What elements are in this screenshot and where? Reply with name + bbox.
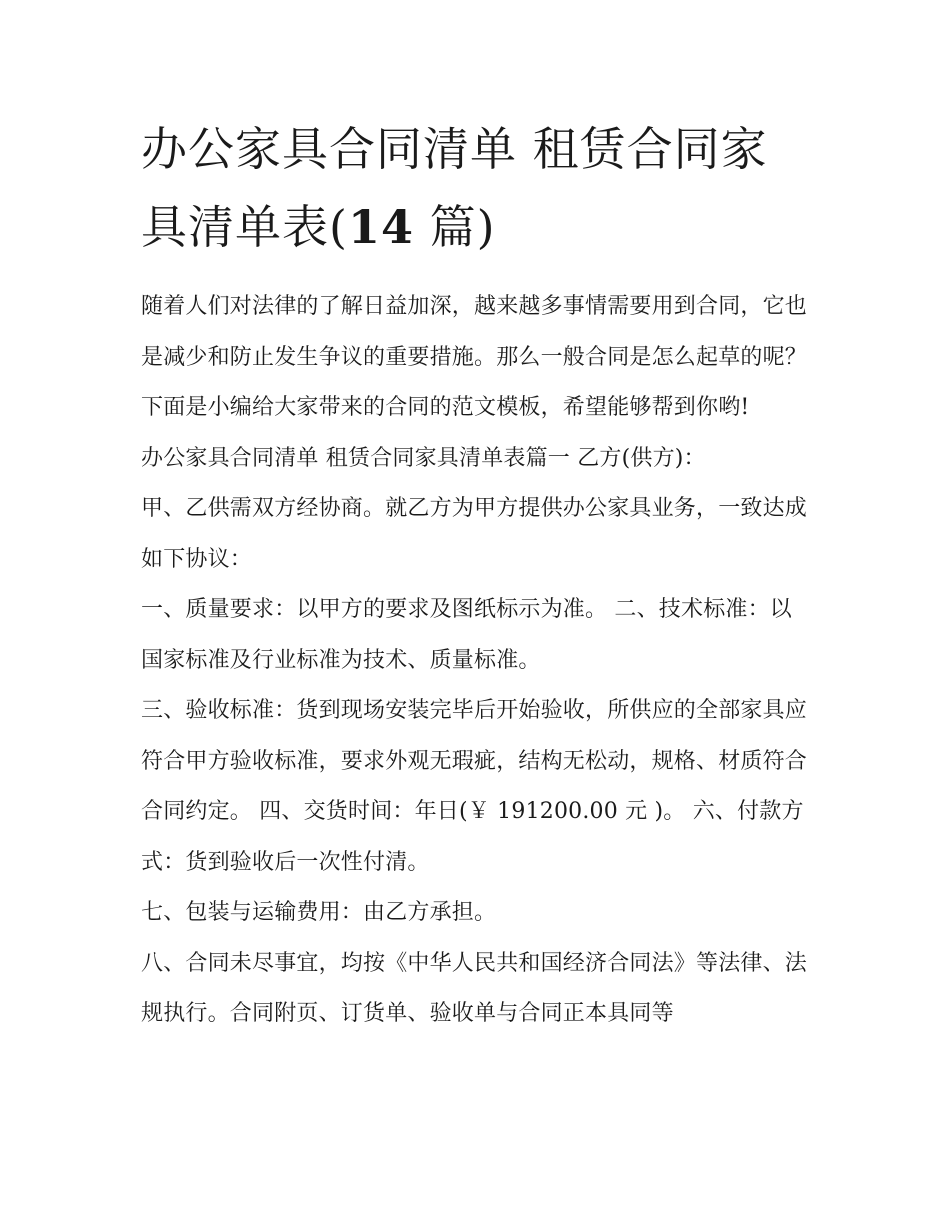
misc-paragraph: 八、合同未尽事宜，均按《中华人民共和国经济合同法》等法律、法规执行。合同附页、订货单、验收单与合同正本具同等: [141, 950, 808, 1026]
document-title: [141, 110, 813, 266]
title-text: 办公家具合同清单 租赁合同家具清单表(: [141, 122, 768, 254]
title-suffix: 篇): [413, 200, 496, 254]
document-body: [141, 110, 813, 1040]
agreement-paragraph: 甲、乙供需双方经协商。就乙方为甲方提供办公家具业务，一致达成如下协议：: [141, 496, 808, 572]
quality-paragraph: 一、质量要求：以甲方的要求及图纸标示为准。 二、技术标准：以国家标准及行业标准为技术、质量标准。: [141, 597, 792, 673]
section-heading-paragraph: 办公家具合同清单 租赁合同家具清单表篇一 乙方(供方)：: [141, 445, 706, 471]
intro-paragraph: 随着人们对法律的了解日益加深，越来越多事情需要用到合同，它也是减少和防止发生争议的重要措施。那么一般合同是怎么起草的呢？下面是小编给大家带来的合同的范文模板，希望能够帮到你哟!: [141, 294, 808, 420]
packaging-paragraph: 七、包装与运输费用：由乙方承担。: [141, 900, 497, 925]
acceptance-paragraph: 三、验收标准：货到现场安装完毕后开始验收，所供应的全部家具应符合甲方验收标准，要求外观无瑕疵，结构无松动，规格、材质符合合同约定。 四、交货时间：年日(￥ 191200.00 元 )。 六、付款方式：货到验收后一次性付清。: [141, 698, 808, 875]
title-count: 14: [347, 200, 414, 254]
